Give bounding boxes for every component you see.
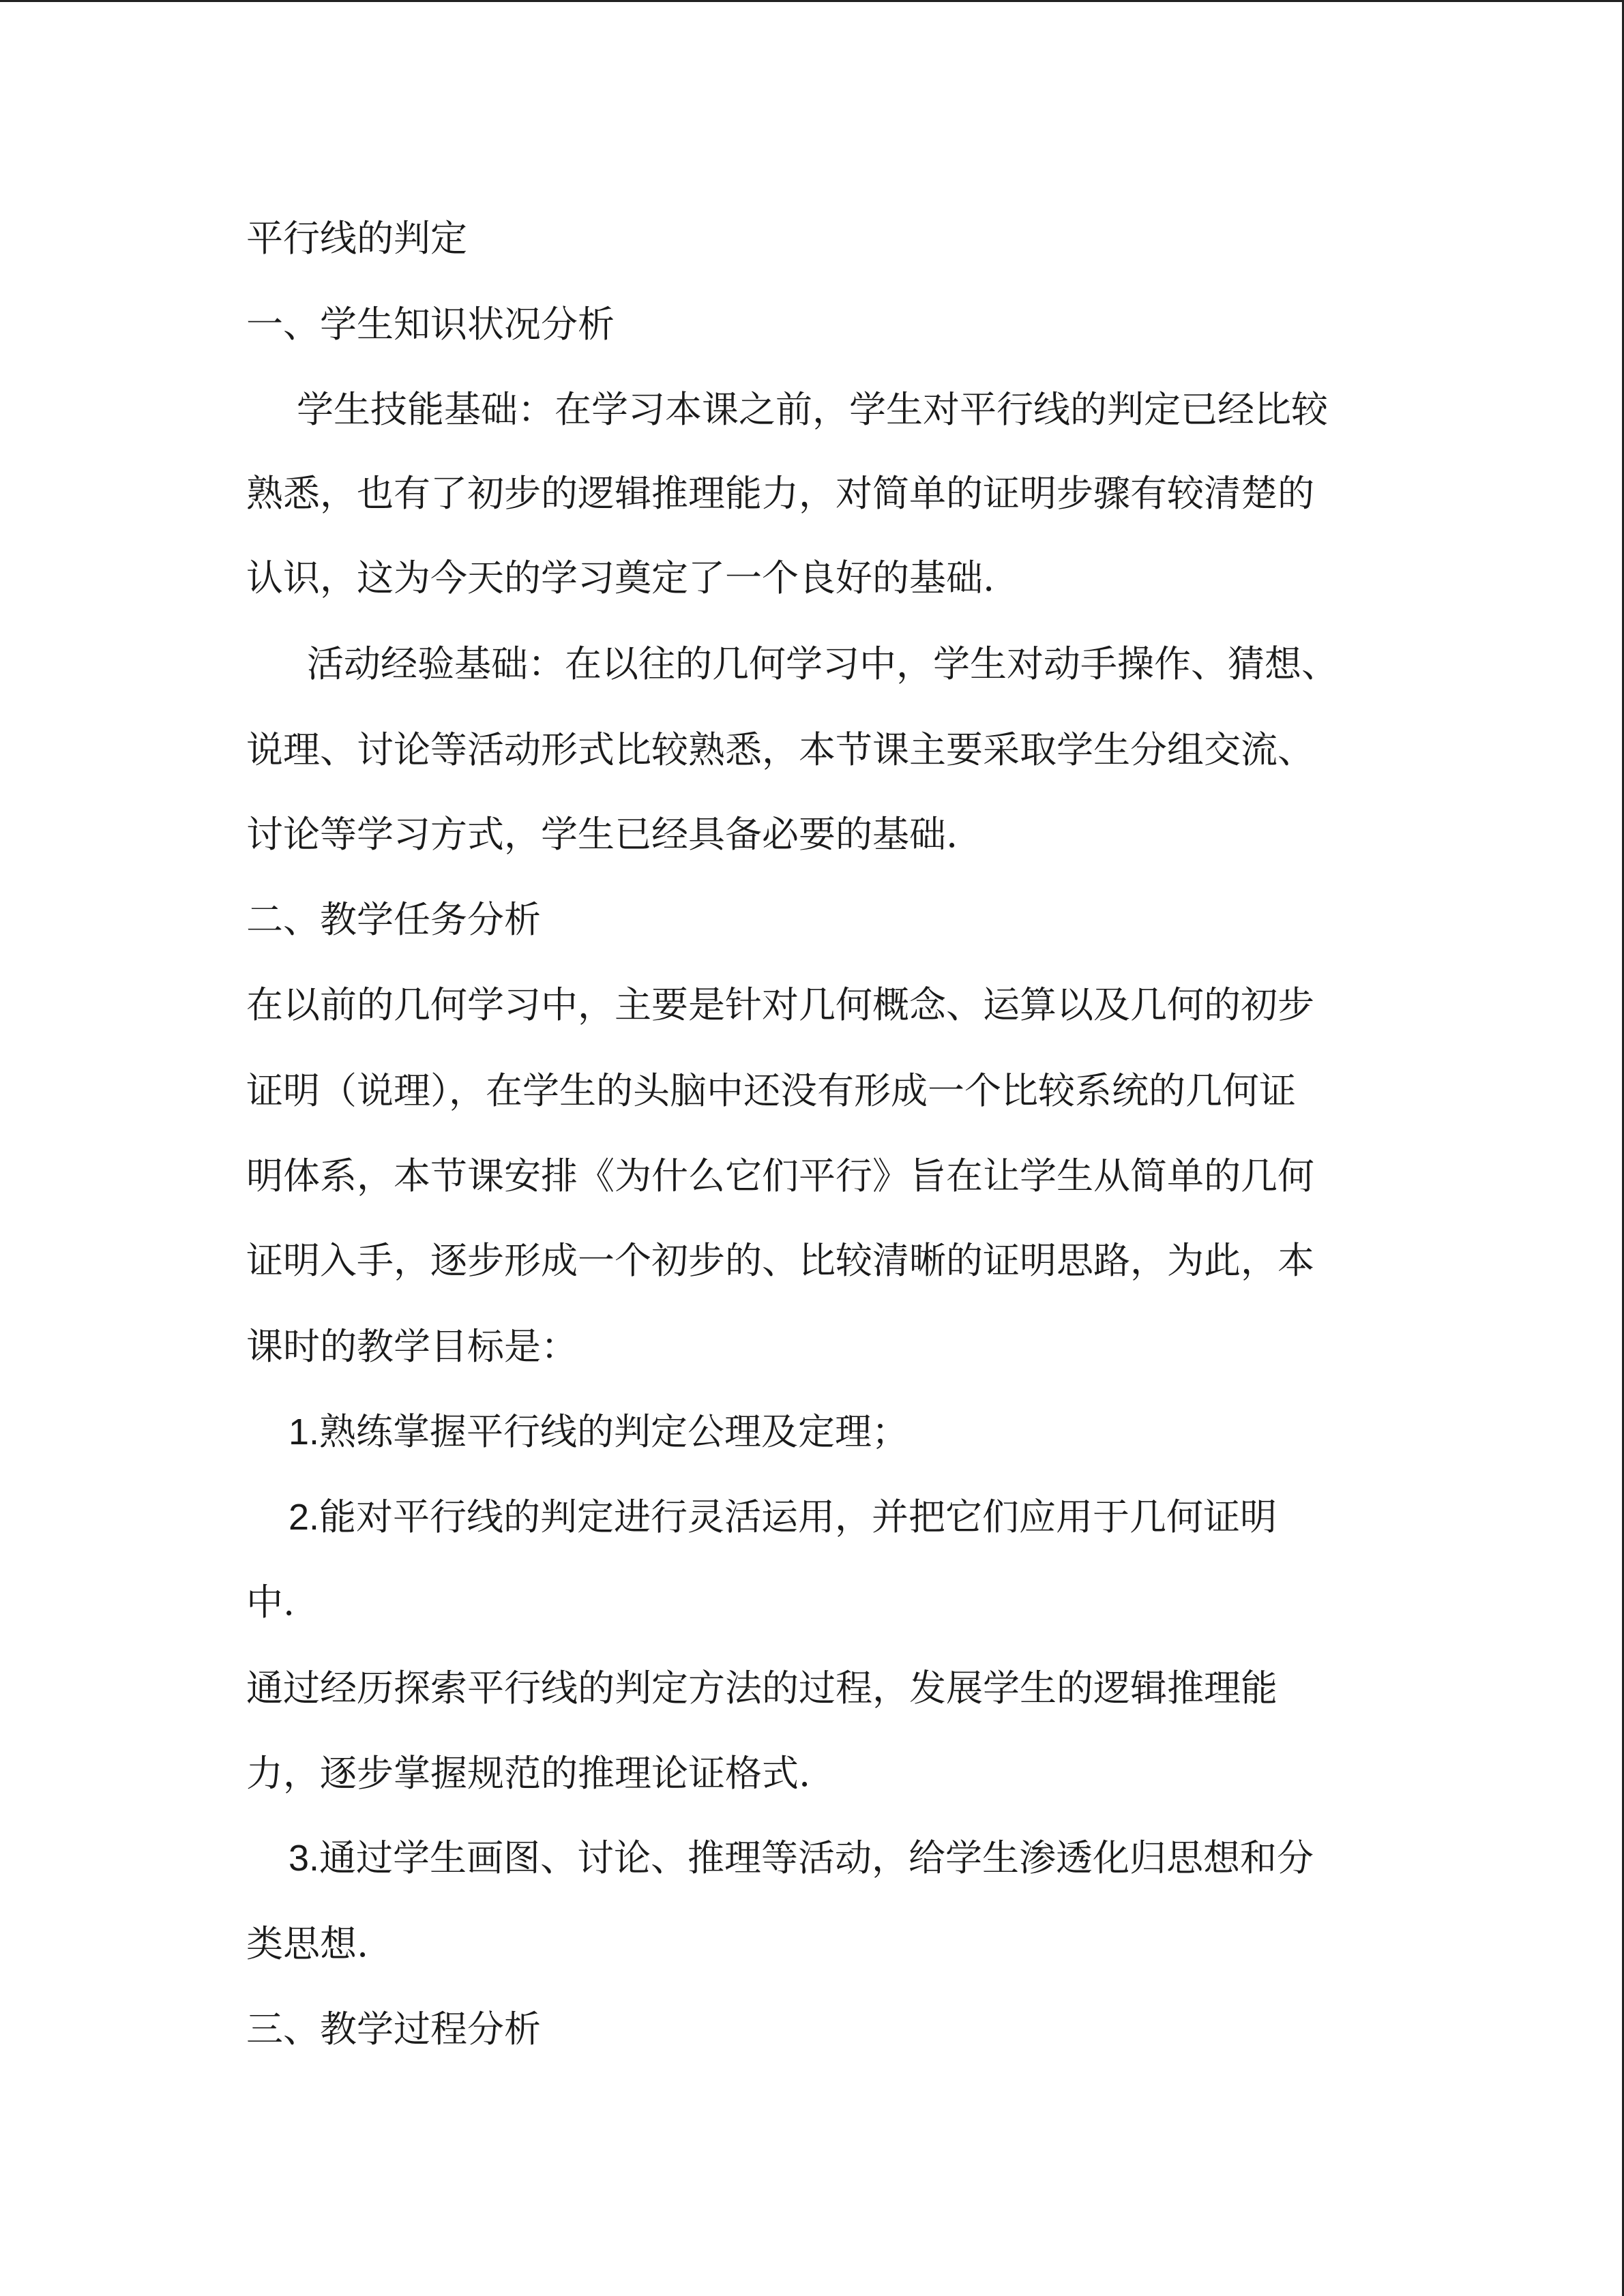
- goal-text: 通过经历探索平行线的判定方法的过程，发展学生的逻辑推理能: [246, 1667, 1278, 1710]
- paragraph-line: 认识，这为今天的学习奠定了一个良好的基础.: [246, 556, 995, 599]
- goal-number: 3.: [289, 1838, 320, 1879]
- paragraph-line: 课时的教学目标是：: [246, 1325, 578, 1368]
- goal-text: 能对平行线的判定进行灵活运用，并把它们应用于几何证明: [319, 1495, 1278, 1538]
- goal-item-3: [289, 1834, 1314, 1882]
- paragraph-line: 证明入手，逐步形成一个初步的、比较清晰的证明思路，为此，本: [246, 1239, 1314, 1282]
- goal-item-2: [289, 1493, 1277, 1541]
- goal-number: 1.: [289, 1412, 320, 1452]
- paragraph-line: 讨论等学习方式，学生已经具备必要的基础.: [246, 813, 958, 856]
- goal-number: 2.: [289, 1497, 320, 1538]
- goal-text-continuation: 类思想.: [246, 1922, 369, 1965]
- paragraph-line: 活动经验基础：在以往的几何学习中，学生对动手操作、猜想、: [307, 642, 1338, 685]
- goal-text-continuation: 中.: [246, 1581, 295, 1624]
- paragraph-line: 说理、讨论等活动形式比较熟悉，本节课主要采取学生分组交流、: [246, 728, 1314, 771]
- paragraph-line: 学生技能基础：在学习本课之前，学生对平行线的判定已经比较: [297, 388, 1328, 431]
- section-heading-3: 三、教学过程分析: [246, 2008, 541, 2051]
- goal-text: 熟练掌握平行线的判定公理及定理；: [319, 1410, 909, 1453]
- page-title: 平行线的判定: [246, 217, 467, 260]
- paragraph-line: 明体系，本节课安排《为什么它们平行》旨在让学生从简单的几何: [246, 1154, 1314, 1197]
- goal-text-continuation: 力，逐步掌握规范的推理论证格式.: [246, 1752, 811, 1795]
- paragraph-line: 熟悉，也有了初步的逻辑推理能力，对简单的证明步骤有较清楚的: [246, 472, 1314, 515]
- paragraph-line: 证明（说理），在学生的头脑中还没有形成一个比较系统的几何证: [246, 1069, 1296, 1112]
- paragraph-line: 在以前的几何学习中，主要是针对几何概念、运算以及几何的初步: [246, 983, 1314, 1026]
- goal-text: 通过学生画图、讨论、推理等活动，给学生渗透化归思想和分: [319, 1836, 1314, 1879]
- section-heading-2: 二、教学任务分析: [246, 898, 541, 941]
- goal-item-1: [289, 1408, 909, 1456]
- section-heading-1: 一、学生知识状况分析: [246, 303, 615, 346]
